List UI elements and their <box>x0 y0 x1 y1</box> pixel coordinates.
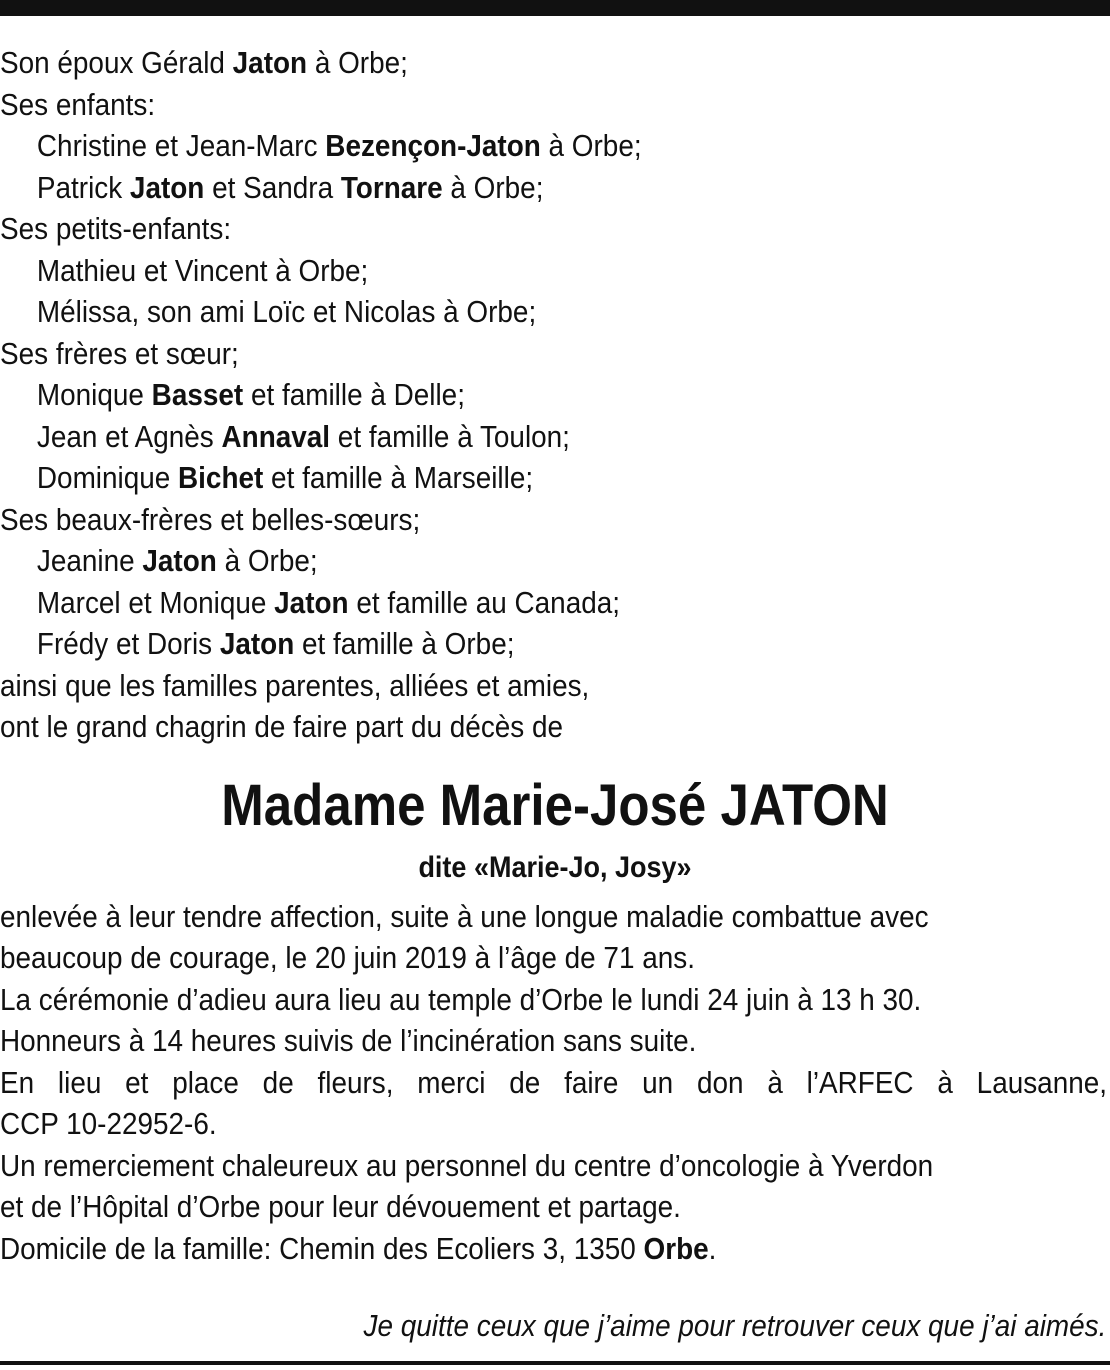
family-text: à Orbe; <box>442 169 544 205</box>
family-surname: Annaval <box>221 418 331 454</box>
family-text: et famille à Marseille; <box>263 460 534 495</box>
ceremony-info: La cérémonie d’adieu aura lieu au temple d’Orbe le lundi 24 juin à 13 h 30. <box>0 981 922 1017</box>
family-line <box>0 333 999 375</box>
family-surname: Tornare <box>340 169 443 205</box>
family-text: Mélissa, son ami Loïc et Nicolas à Orbe; <box>36 294 537 329</box>
family-line <box>0 167 999 209</box>
notice-details <box>0 896 1107 1270</box>
family-text: Jeanine <box>36 543 143 578</box>
family-surname: Jaton <box>219 626 295 661</box>
family-text: ont le grand chagrin de faire part du décès de <box>0 709 564 744</box>
family-surname: Bichet <box>178 460 264 495</box>
family-text: à Orbe; <box>540 128 642 163</box>
family-text: Ses petits-enfants: <box>0 211 232 246</box>
family-text: Ses beaux-frères et belles-sœurs; <box>0 501 421 537</box>
death-notice <box>0 42 1110 1269</box>
thanks-line: Un remerciement chaleureux au personnel du centre d’oncologie à Yverdon <box>0 1147 934 1183</box>
family-line <box>0 208 999 250</box>
family-line <box>0 416 999 458</box>
family-surname: Jaton <box>129 169 205 205</box>
family-text: et famille à Delle; <box>243 377 465 412</box>
family-text: Jean et Agnès <box>36 418 222 454</box>
family-line <box>0 623 999 665</box>
family-line <box>0 291 999 333</box>
family-line <box>0 84 999 126</box>
family-text: à Orbe; <box>216 543 318 578</box>
family-text: ainsi que les familles parentes, alliées et amies, <box>0 667 590 703</box>
family-line <box>0 706 999 748</box>
deceased-name: Madame Marie-José JATON <box>221 772 889 838</box>
family-text: et famille à Orbe; <box>294 626 515 661</box>
family-text: à Orbe; <box>307 45 408 80</box>
address-city: Orbe <box>643 1230 709 1266</box>
family-line <box>0 125 999 167</box>
family-line <box>0 457 999 499</box>
details-line: beaucoup de courage, le 20 juin 2019 à l’âge de 71 ans. <box>0 940 695 975</box>
bottom-rule <box>0 1361 1110 1365</box>
family-surname: Bezençon-Jaton <box>325 128 541 163</box>
thanks-line: et de l’Hôpital d’Orbe pour leur dévouement et partage. <box>0 1189 681 1224</box>
top-rule <box>0 0 1110 16</box>
family-surname: Jaton <box>274 584 349 620</box>
family-text: et Sandra <box>204 169 341 205</box>
donation-info: En lieu et place de fleurs, merci de faire un don à l’ARFEC à Lausanne, <box>0 1064 1107 1100</box>
family-line <box>0 42 999 84</box>
family-line <box>0 540 999 582</box>
family-text: Ses enfants: <box>0 86 156 122</box>
family-surname: Jaton <box>142 543 217 578</box>
family-line <box>0 374 999 416</box>
details-line: enlevée à leur tendre affection, suite à une longue maladie combattue avec <box>0 898 929 934</box>
family-line <box>0 499 999 541</box>
family-surname: Jaton <box>232 45 308 80</box>
family-line <box>0 665 999 707</box>
family-text: Christine et Jean-Marc <box>36 128 326 163</box>
family-text: Ses frères et sœur; <box>0 335 239 371</box>
family-text: et famille à Toulon; <box>330 418 570 454</box>
family-list <box>0 42 1110 748</box>
family-text: Mathieu et Vincent à Orbe; <box>36 252 369 288</box>
family-text: Frédy et Doris <box>36 626 220 661</box>
address-text: Domicile de la famille: Chemin des Ecoliers 3, 1350 <box>0 1230 644 1266</box>
family-address <box>0 1228 1107 1270</box>
family-line <box>0 250 999 292</box>
deceased-nickname: dite «Marie-Jo, Josy» <box>418 850 692 884</box>
honours-info: Honneurs à 14 heures suivis de l’incinération sans suite. <box>0 1023 697 1058</box>
family-surname: Basset <box>151 377 244 412</box>
ccp-number: CCP 10-22952-6. <box>0 1106 217 1141</box>
family-text: Son époux Gérald <box>0 45 233 80</box>
family-text: et famille au Canada; <box>348 584 621 620</box>
address-end: . <box>708 1230 717 1266</box>
family-text: Monique <box>36 377 152 412</box>
family-text: Patrick <box>36 169 130 205</box>
closing-quote: Je quitte ceux que j’aime pour retrouver ceux que j’ai aimés. <box>363 1308 1106 1343</box>
family-line <box>0 582 999 624</box>
family-text: Dominique <box>36 460 179 495</box>
family-text: Marcel et Monique <box>36 584 275 620</box>
